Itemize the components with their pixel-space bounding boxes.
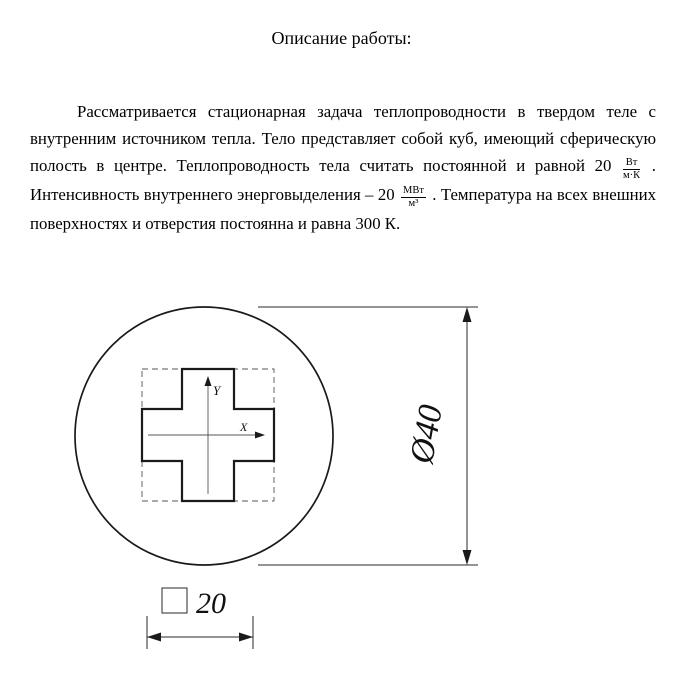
paragraph-text-2: . Интенсивность внутреннего энерговыделения – 20 bbox=[30, 155, 656, 204]
width-label: 20 bbox=[196, 587, 226, 620]
sphere-outline-circle bbox=[75, 307, 333, 565]
fraction-denominator: м³ bbox=[408, 198, 419, 210]
fraction-denominator: м·К bbox=[623, 169, 641, 181]
fraction-numerator: МВт bbox=[401, 185, 426, 198]
paragraph-text-3: . Температура на всех внешних поверхностях и отверстия постоянна и равна 300 К. bbox=[30, 184, 656, 233]
x-axis-arrow bbox=[255, 432, 265, 439]
y-axis-arrow bbox=[205, 376, 212, 386]
diameter-arrow-bottom bbox=[463, 550, 472, 565]
width-arrow-right bbox=[239, 633, 253, 642]
width-arrow-left bbox=[147, 633, 161, 642]
paragraph-text-1: Рассматривается стационарная задача теплопроводности в твердом теле с внутренним источником тепла. Тело представляет собой куб, имеющий сферическую полость в центре. Теплопроводность тела считать постоянной и равной 20 bbox=[30, 102, 656, 175]
page-title: Описание работы: bbox=[271, 28, 412, 48]
fraction-numerator: Вт bbox=[623, 157, 640, 170]
diameter-label: Ø40 bbox=[403, 402, 450, 467]
diameter-arrow-top bbox=[463, 307, 472, 322]
x-axis-label: X bbox=[240, 420, 248, 434]
y-axis-label: Y bbox=[213, 383, 221, 398]
square-symbol bbox=[162, 588, 187, 613]
